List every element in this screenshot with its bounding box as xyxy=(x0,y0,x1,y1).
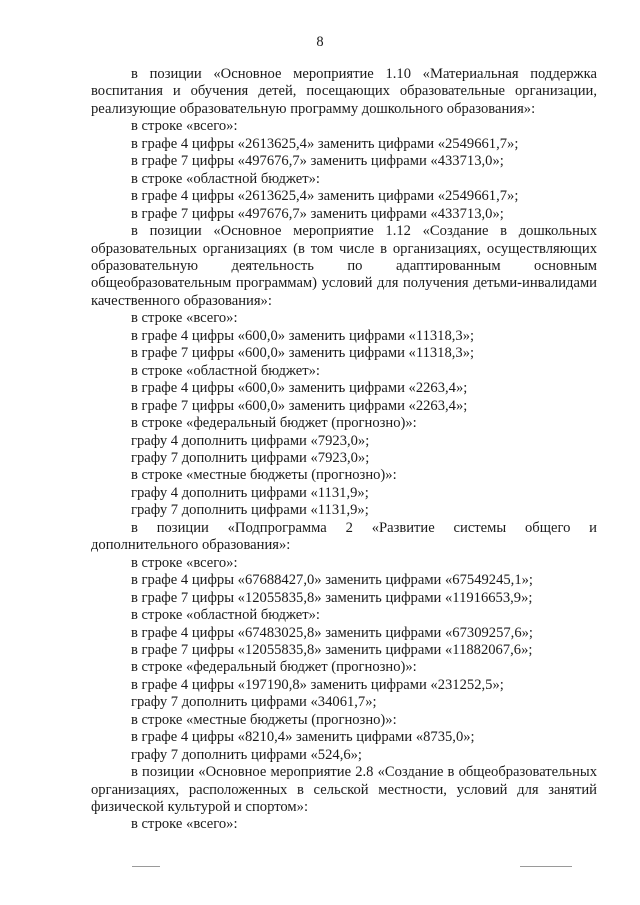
text-line: в графе 7 цифры «497676,7» заменить цифрами «433713,0»; xyxy=(131,205,504,222)
text-line: графу 4 дополнить цифрами «7923,0»; xyxy=(131,432,370,449)
paragraph: в позиции «Основное мероприятие 1.10 «Материальная поддержка воспитания и обучения детей, посещающих образовательные организации, реализующие образовательную программу дошкольного образования»: xyxy=(91,66,597,117)
text-line: в строке «местные бюджеты (прогнозно)»: xyxy=(131,711,397,728)
text-line: в графе 4 цифры «197190,8» заменить цифрами «231252,5»; xyxy=(131,676,504,693)
text-line: в графе 4 цифры «600,0» заменить цифрами «2263,4»; xyxy=(131,380,468,397)
paragraph: в позиции «Основное мероприятие 2.8 «Создание в общеобразовательных организациях, расположенных в сельской местности, условий для занятий физической культурой и спортом»: xyxy=(91,764,597,816)
text-line: в графе 4 цифры «600,0» заменить цифрами «11318,3»; xyxy=(131,327,475,344)
text-line: в строке «федеральный бюджет (прогнозно)»: xyxy=(131,659,417,676)
text-line: в графе 7 цифры «497676,7» заменить цифрами «433713,0»; xyxy=(131,153,504,170)
text-line: в строке «всего»: xyxy=(131,816,238,833)
text-line: графу 7 дополнить цифрами «7923,0»; xyxy=(131,449,370,466)
text-line: в графе 4 цифры «2613625,4» заменить цифрами «2549661,7»; xyxy=(131,135,519,152)
text-line: в строке «областной бюджет»: xyxy=(131,607,320,624)
paragraph: в позиции «Подпрограмма 2 «Развитие системы общего и дополнительного образования»: xyxy=(91,519,597,554)
document-body xyxy=(91,66,597,834)
paragraph: в позиции «Основное мероприятие 1.12 «Создание в дошкольных образовательных организациях (в том числе в организациях, осуществляющих образовательную деятельность по адаптированным основным общеобразовательным программам) условий для получения детьми-инвалидами качественного образования»: xyxy=(91,223,597,309)
text-line: в строке «областной бюджет»: xyxy=(131,362,320,379)
text-line: в графе 7 цифры «600,0» заменить цифрами «11318,3»; xyxy=(131,345,475,362)
text-line: графу 7 дополнить цифрами «1131,9»; xyxy=(131,502,369,519)
text-line: в графе 4 цифры «8210,4» заменить цифрами «8735,0»; xyxy=(131,729,475,746)
text-line: в строке «всего»: xyxy=(131,310,238,327)
scan-artifact-right xyxy=(520,866,572,867)
text-line: в строке «всего»: xyxy=(131,118,238,135)
page-number: 8 xyxy=(316,34,324,50)
text-line: в строке «местные бюджеты (прогнозно)»: xyxy=(131,467,397,484)
text-line: графу 7 дополнить цифрами «34061,7»; xyxy=(131,694,377,711)
text-line: в графе 7 цифры «12055835,8» заменить цифрами «11882067,6»; xyxy=(131,641,533,658)
text-line: в графе 7 цифры «12055835,8» заменить цифрами «11916653,9»; xyxy=(131,589,533,606)
text-line: графу 7 дополнить цифрами «524,6»; xyxy=(131,746,362,763)
text-line: в строке «федеральный бюджет (прогнозно)»: xyxy=(131,415,417,432)
scan-artifact-left xyxy=(132,866,160,867)
text-line: в графе 4 цифры «67483025,8» заменить цифрами «67309257,6»; xyxy=(131,624,533,641)
text-line: графу 4 дополнить цифрами «1131,9»; xyxy=(131,484,369,501)
text-line: в строке «областной бюджет»: xyxy=(131,170,320,187)
text-line: в строке «всего»: xyxy=(131,554,238,571)
text-line: в графе 7 цифры «600,0» заменить цифрами «2263,4»; xyxy=(131,397,468,414)
text-line: в графе 4 цифры «2613625,4» заменить цифрами «2549661,7»; xyxy=(131,188,519,205)
text-line: в графе 4 цифры «67688427,0» заменить цифрами «67549245,1»; xyxy=(131,572,533,589)
